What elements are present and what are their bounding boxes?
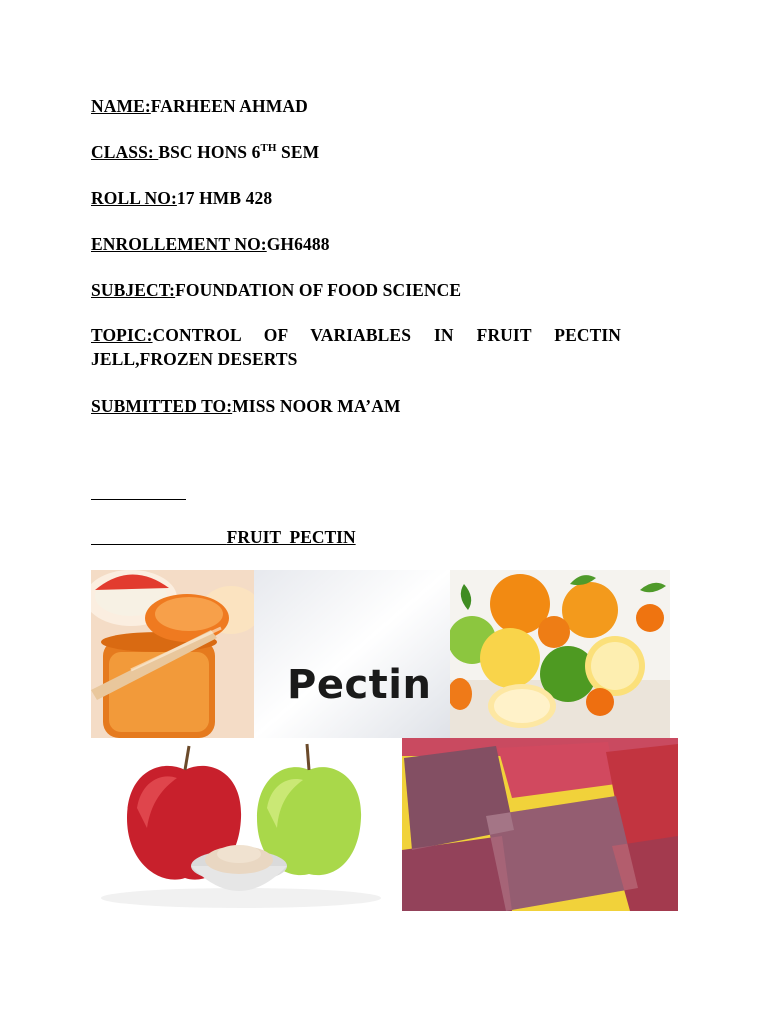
section-heading xyxy=(91,526,436,548)
topic-value: CONTROL OF VARIABLES IN FRUIT PECTIN JELL,FROZEN DESERTS xyxy=(91,325,621,369)
class-value: BSC HONS 6 xyxy=(158,142,261,162)
submitted-label: SUBMITTED TO: xyxy=(91,396,233,416)
name-value: FARHEEN AHMAD xyxy=(150,96,308,116)
heading-text: FRUIT PECTIN xyxy=(226,527,356,547)
subject-field xyxy=(91,278,621,302)
subject-label: SUBJECT: xyxy=(91,280,176,300)
class-value-superscript: TH xyxy=(260,142,277,155)
citrus-fruits-image xyxy=(450,570,670,738)
submitted-value: MISS NOOR MA’AM xyxy=(232,396,401,416)
divider-line xyxy=(91,499,186,500)
jelly-candies-image xyxy=(402,738,678,911)
class-label: CLASS: xyxy=(91,142,159,162)
class-value-suffix: SEM xyxy=(276,142,320,162)
enrollment-field xyxy=(91,232,621,256)
jam-jar-image xyxy=(91,570,254,738)
enrollment-value: GH6488 xyxy=(266,234,330,254)
heading-spacer xyxy=(91,527,227,547)
pectin-title-panel xyxy=(254,570,450,738)
roll-field xyxy=(91,186,621,210)
name-label: NAME: xyxy=(91,96,151,116)
roll-label: ROLL NO: xyxy=(91,188,177,208)
name-field xyxy=(91,94,621,118)
enrollment-label: ENROLLEMENT NO: xyxy=(91,234,267,254)
pectin-title-text: Pectin xyxy=(287,662,432,708)
class-field xyxy=(91,140,621,164)
submitted-field xyxy=(91,394,621,418)
subject-value: FOUNDATION OF FOOD SCIENCE xyxy=(175,280,462,300)
apples-pectin-powder-image xyxy=(91,738,391,911)
topic-field xyxy=(91,323,621,371)
roll-value: 17 HMB 428 xyxy=(176,188,273,208)
topic-label: TOPIC: xyxy=(91,325,153,345)
